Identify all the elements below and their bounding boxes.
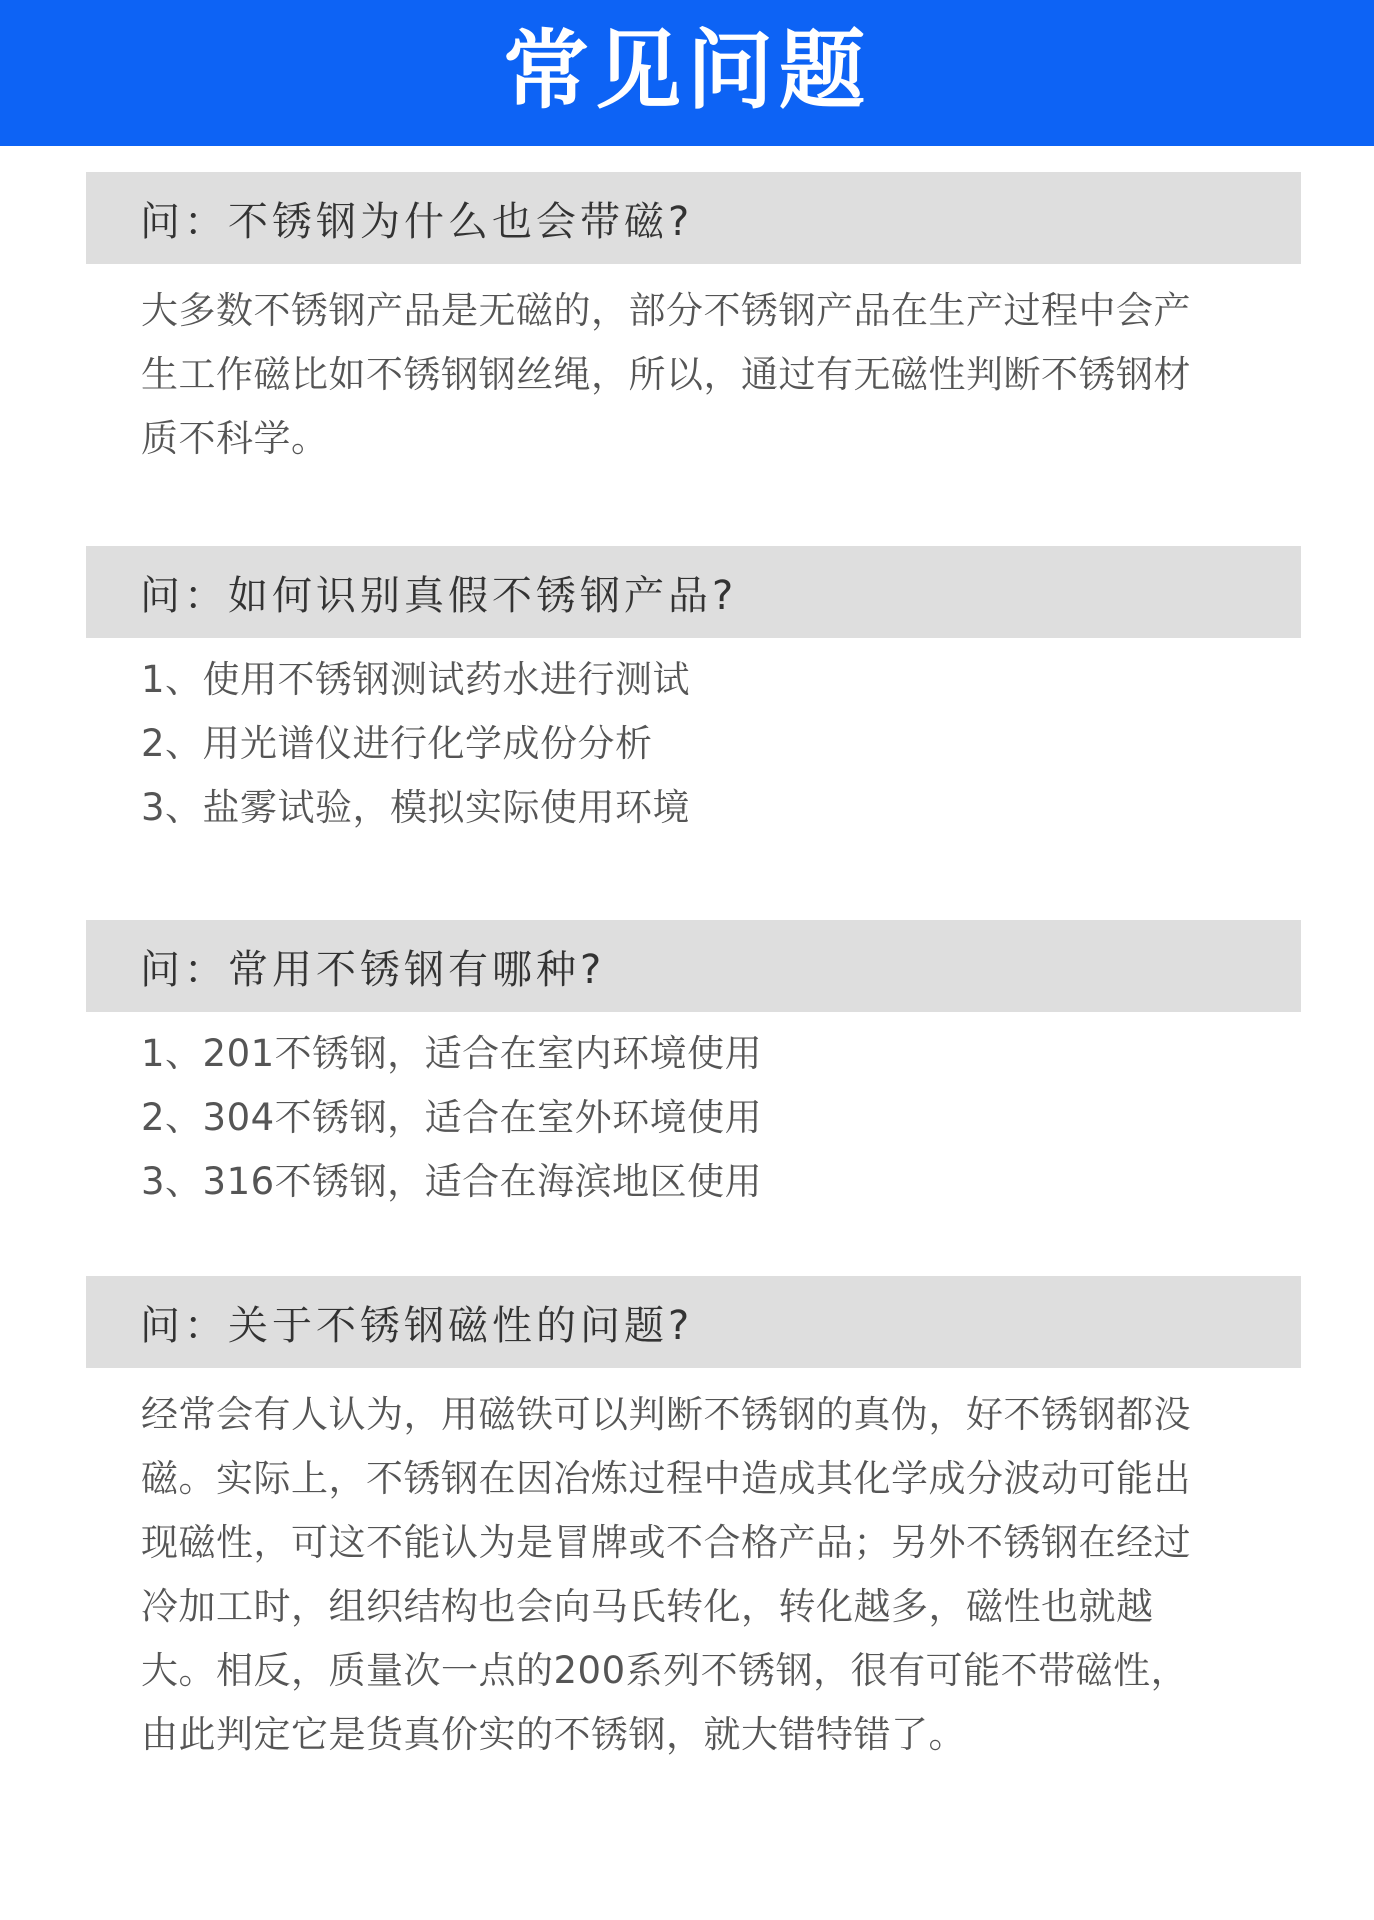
answer-list: [141, 1022, 1221, 1214]
answer-text: 大多数不锈钢产品是无磁的，部分不锈钢产品在生产过程中会产生工作磁比如不锈钢钢丝绳，所以，通过有无磁性判断不锈钢材质不科学。: [141, 289, 1191, 460]
question-text: 问：常用不锈钢有哪种?: [140, 946, 606, 993]
list-item: 3、316不锈钢，适合在海滨地区使用: [141, 1160, 763, 1203]
faq-item-2: [86, 546, 1301, 840]
list-item: 2、用光谱仪进行化学成份分析: [141, 722, 653, 765]
faq-item-4: [86, 1276, 1301, 1767]
question-bar: [86, 1276, 1301, 1368]
question-bar: [86, 172, 1301, 264]
question-text: 问：不锈钢为什么也会带磁?: [140, 198, 694, 245]
faq-item-1: [86, 172, 1301, 471]
page-title: 常见问题: [503, 21, 871, 121]
list-item: 1、使用不锈钢测试药水进行测试: [141, 658, 691, 701]
question-text: 问：关于不锈钢磁性的问题?: [140, 1302, 694, 1349]
list-item: 1、201不锈钢，适合在室内环境使用: [141, 1032, 763, 1075]
answer-text: 经常会有人认为，用磁铁可以判断不锈钢的真伪，好不锈钢都没磁。实际上，不锈钢在因冶炼过程中造成其化学成分波动可能出现磁性，可这不能认为是冒牌或不合格产品；另外不锈钢在经过冷加工时，组织结构也会向马氏转化，转化越多，磁性也就越大。相反，质量次一点的200系列不锈钢，很有可能不带磁性，由此判定它是货真价实的不锈钢，就大错特错了。: [141, 1393, 1191, 1756]
list-item: 3、盐雾试验，模拟实际使用环境: [141, 786, 691, 829]
question-bar: [86, 920, 1301, 1012]
list-item: 2、304不锈钢，适合在室外环境使用: [141, 1096, 763, 1139]
question-text: 问：如何识别真假不锈钢产品?: [140, 572, 738, 619]
header-banner: [0, 0, 1374, 146]
answer-list: [141, 648, 1221, 840]
faq-item-3: [86, 920, 1301, 1214]
question-bar: [86, 546, 1301, 638]
